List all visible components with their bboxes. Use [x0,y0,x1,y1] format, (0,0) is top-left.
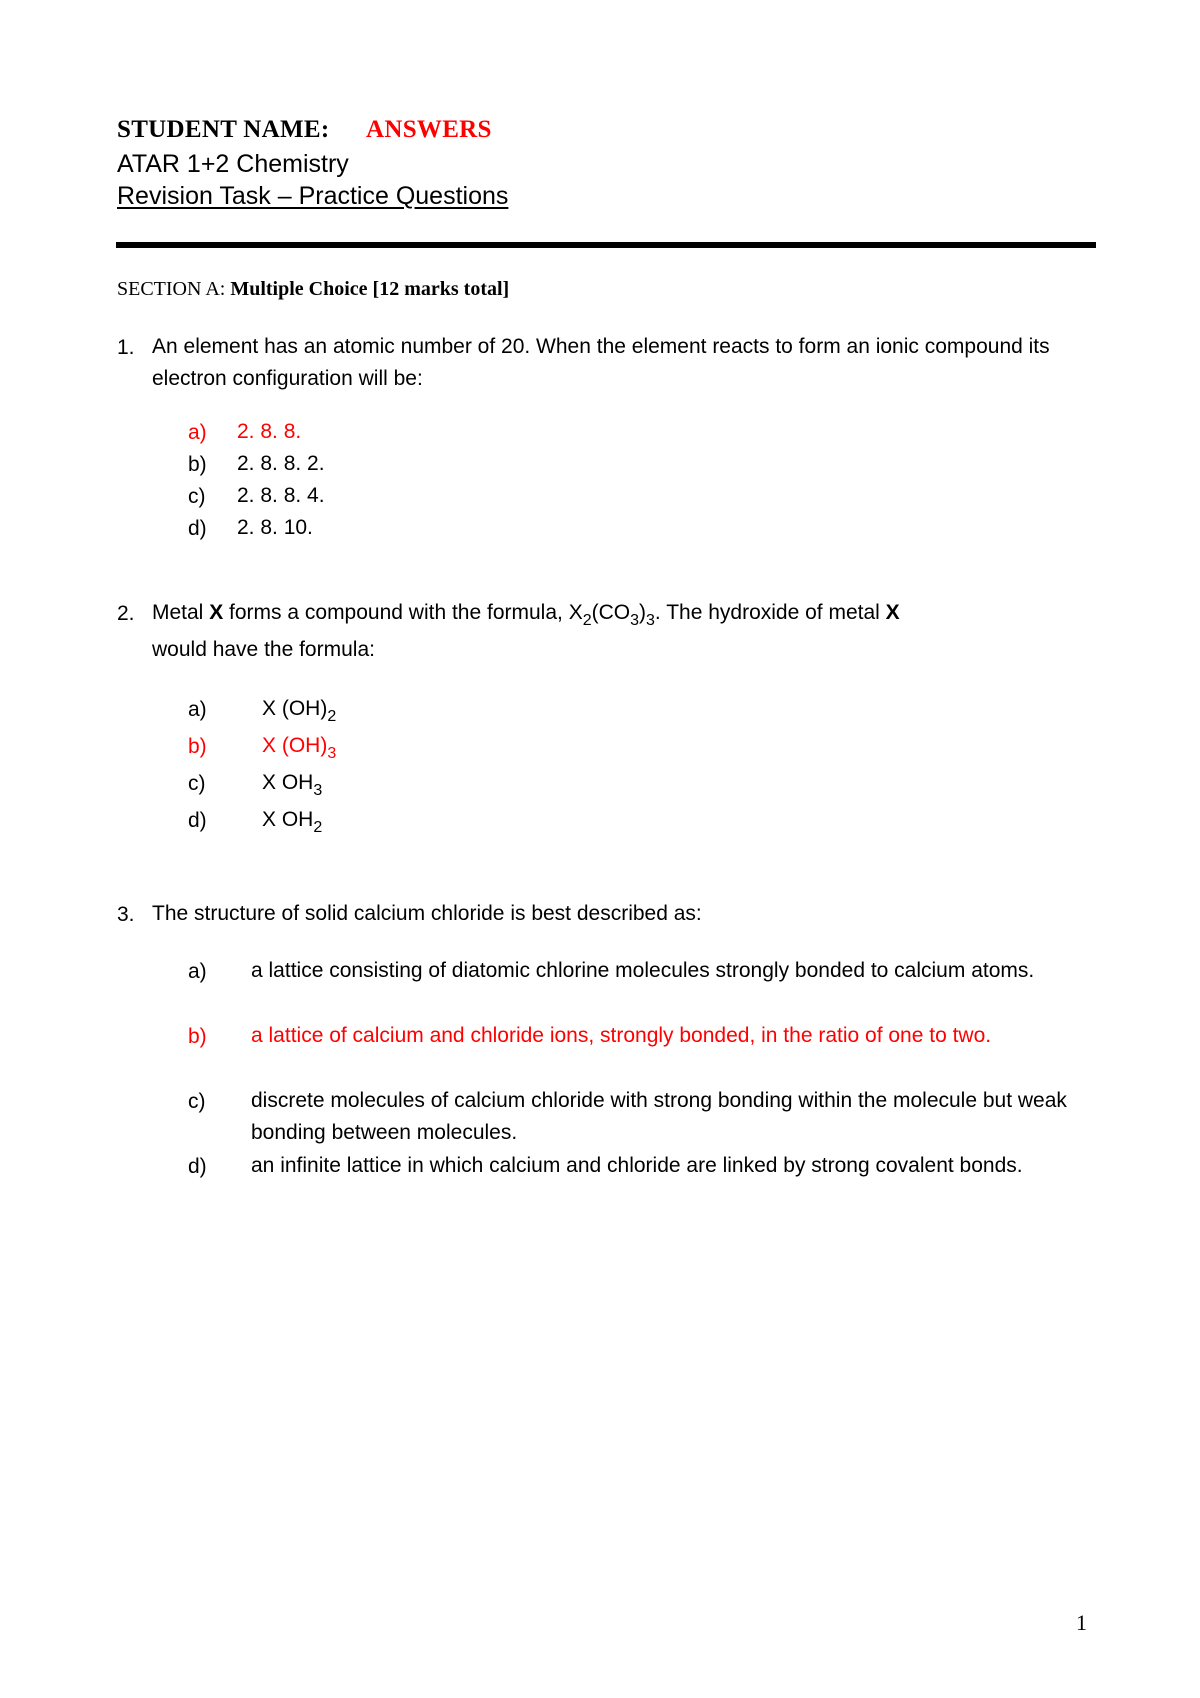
metal-symbol: X [885,601,900,624]
question-3-option-d-text: an infinite lattice in which calcium and chloride are linked by strong covalent bonds. [251,1154,1023,1177]
subscript: 3 [646,612,655,629]
subscript: 3 [630,612,640,629]
header-divider [116,242,1096,248]
subscript: 2 [327,708,337,725]
question-2-option-d-letter: d) [188,809,207,832]
metal-symbol: X [209,601,224,624]
student-name-value: ANSWERS [366,116,492,143]
question-2-text [152,597,1052,631]
formula-base: X (OH) [262,734,328,757]
question-3-option-c-letter: c) [188,1090,206,1113]
question-2-option-d-text [262,804,322,838]
question-2-text-part: Metal [152,601,210,624]
task-title: Revision Task – Practice Questions [117,182,509,210]
question-2-text-part: ) [639,601,647,624]
subscript: 2 [313,819,323,836]
question-3-number: 3. [117,903,135,926]
question-1-option-b-letter: b) [188,453,207,476]
question-1-option-b-text: 2. 8. 8. 2. [237,452,325,475]
formula-base: X OH [262,808,314,831]
question-1-number: 1. [117,336,135,359]
question-3-option-b-letter: b) [188,1025,207,1048]
course-title: ATAR 1+2 Chemistry [117,150,349,178]
question-2-option-c-letter: c) [188,772,206,795]
subscript: 2 [582,612,592,629]
question-3-option-d-letter: d) [188,1155,207,1178]
question-2-text-part: . The hydroxide of metal [654,601,886,624]
subscript: 3 [327,745,337,762]
question-1-option-a-text: 2. 8. 8. [237,420,302,443]
question-1-option-d-letter: d) [188,517,207,540]
formula-base: X (OH) [262,697,328,720]
question-3-text: The structure of solid calcium chloride is best described as: [152,902,702,925]
section-heading [117,278,509,301]
question-2-option-b-text [262,730,336,764]
question-2-option-a-letter: a) [188,698,207,721]
question-1-option-c-text: 2. 8. 8. 4. [237,484,325,507]
question-3-option-c-text: discrete molecules of calcium chloride with strong bonding within the molecule but weak bonding between molecules. [251,1089,1067,1144]
question-1-text: An element has an atomic number of 20. When the element reacts to form an ionic compound its electron configuration will be: [152,335,1050,390]
question-2-text-part: forms a compound with the formula, X [223,601,583,624]
question-3-option-b-text: a lattice of calcium and chloride ions, strongly bonded, in the ratio of one to two. [251,1024,992,1047]
question-2-text-line2: would have the formula: [152,638,375,661]
question-2-option-c-text [262,767,322,801]
question-3-option-a-letter: a) [188,960,207,983]
page-number: 1 [1076,1610,1087,1635]
section-title: Multiple Choice [12 marks total] [230,278,510,300]
question-1-option-c-letter: c) [188,485,206,508]
question-2-option-a-text [262,693,336,727]
student-name-label: STUDENT NAME: [117,116,330,143]
question-2-text-part: (CO [591,601,631,624]
question-2-option-b-letter: b) [188,735,207,758]
question-1-option-a-letter: a) [188,421,207,444]
subscript: 3 [313,782,323,799]
question-2-number: 2. [117,602,135,625]
section-label: SECTION A: [117,278,226,300]
question-3-option-a-text: a lattice consisting of diatomic chlorine molecules strongly bonded to calcium atoms. [251,959,1035,982]
question-1-option-d-text: 2. 8. 10. [237,516,313,539]
formula-base: X OH [262,771,314,794]
